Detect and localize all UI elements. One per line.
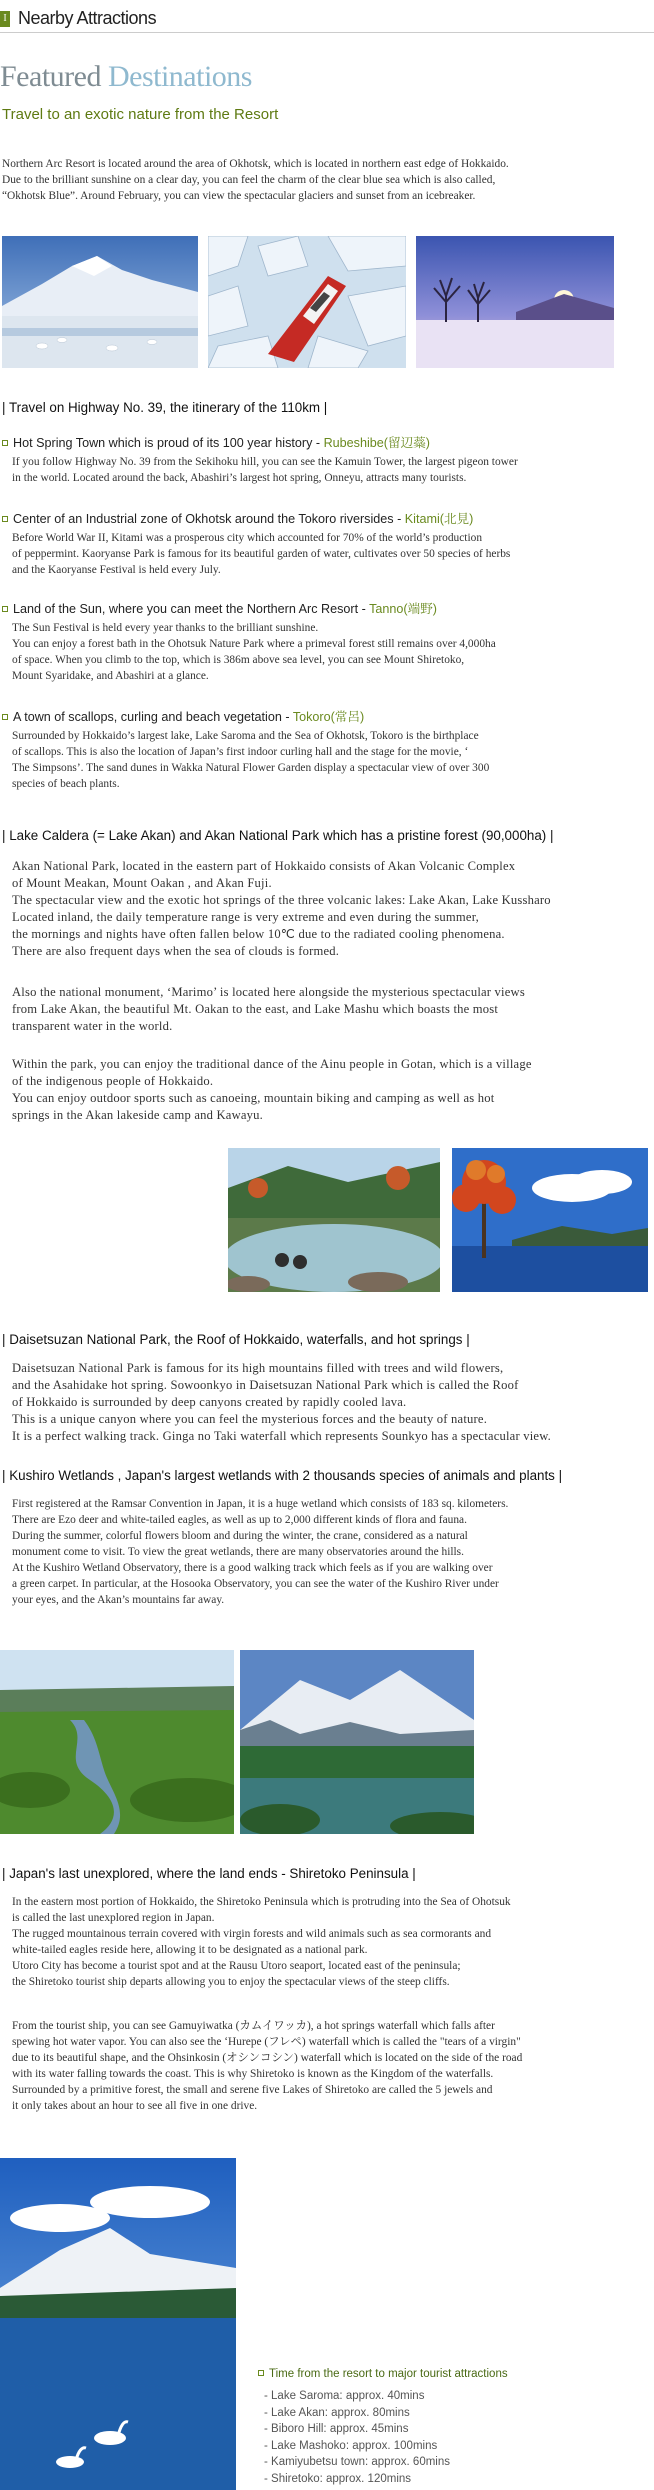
list-item: - Lake Saroma: approx. 40mins <box>264 2390 425 2402</box>
page-header <box>0 8 654 30</box>
bullet-square-icon <box>2 606 8 612</box>
akan-paragraph-1: Akan National Park, located in the eastern part of Hokkaido consists of Akan Volcanic Complex of Mount Meakan, Mount Oakan , and Akan Fuji. The spectacular view and the exotic hot springs of the three volcanic lakes: Lake Akan, Lake Kussharo Located inland, the daily temperature range is very extreme and even during the summer, the mornings and nights have often fallen below 10℃ due to the radiated cooling phenomena. There are also frequent days when the sea of clouds is formed. <box>12 859 551 958</box>
intro-text: Northern Arc Resort is located around the area of Okhotsk, which is located in northern east edge of Hokkaido. Due to the brilliant sunshine on a clear day, you can feel the charm of the clear blue sea which is also called, “Okhotsk Blue”. Around February, you can view the spectacular glaciers and sunset from an icebreaker. <box>2 158 509 202</box>
shiretoko-paragraph-2: From the tourist ship, you can see Gamuyiwatka (カムイワッカ), a hot springs waterfall which falls after spewing hot water vapor. You can also see the ‘Hurepe (フレペ) waterfall which is called the "tears of a virgin" due to its beautiful shape, and the Ohsinkosin (オシンコシン) waterfall which is located on the side of the road with its water falling towards the coast. This is why Shiretoko is known as the Kingdom of the waterfalls. Surrounded by a primitive forest, the small and serene five Lakes of Shiretoko are called the 5 jewels and it only takes about an hour to see all five in one drive. <box>12 2020 523 2112</box>
kushiro-section-heading: | Kushiro Wetlands , Japan's largest wetlands with 2 thousands species of animals and plants | <box>2 1468 563 1483</box>
featured-title <box>0 60 252 94</box>
photo-autumn-lake <box>452 1148 648 1292</box>
akan-paragraph-2: Also the national monument, ‘Marimo’ is located here alongside the mysterious spectacular views from Lake Akan, the beautiful Mt. Oakan to the east, and Lake Mashu which boasts the most transparent water in the world. <box>12 985 525 1033</box>
daisetsuzan-text: Daisetsuzan National Park is famous for its high mountains filled with trees and wild flowers, and the Asahidake hot spring. Sowoonkyo in Daisetsuzan National Park which is called the Roof of Hokkaido is surrounded by deep canyons created by rapidly cooled lava. This is a unique canyon where you can feel the mysterious forces and the beauty of nature. It is a perfect walking track. Ginga no Taki waterfall which represents Sounkyo has a spectacular view. <box>12 1361 552 1443</box>
bullet-square-icon <box>258 2370 264 2376</box>
stop-rubeshibe-heading: Hot Spring Town which is proud of its 100 year history - Rubeshibe(留辺蘂) <box>2 432 430 451</box>
stop-tanno-text: The Sun Festival is held every year thanks to the brilliant sunshine. You can enjoy a forest bath in the Ohotsuk Nature Park where a primeval forest still remains over 4,000ha of space. When you climb to the top, which is 386m above sea level, you can see Mount Shiretoko, Mount Syaridake, and Abashiri at a glance. <box>12 622 496 682</box>
header-divider <box>0 32 654 33</box>
daisetsuzan-section-heading: | Daisetsuzan National Park, the Roof of Hokkaido, waterfalls, and hot springs | <box>2 1332 470 1347</box>
photo-swans-lake <box>0 2158 236 2490</box>
header-marker: I <box>0 11 10 27</box>
photo-snowy-swans <box>2 236 198 368</box>
akan-section-heading: | Lake Caldera (= Lake Akan) and Akan National Park which has a pristine forest (90,000ha) | <box>2 828 554 843</box>
kushiro-text: First registered at the Ramsar Convention in Japan, it is a huge wetland which consists of 183 sq. kilometers. There are Ezo deer and white-tailed eagles, as well as up to 2,000 different kinds of flora and fauna. During the summer, colorful flowers bloom and during the winter, the crane, considered as a natural monument come to visit. To view the great wetlands, there are many observatories around the hills. At the Kushiro Wetland Observatory, there is a good walking track which feels as if you are walking over a green carpet. In particular, at the Hosooka Observatory, you can see the water of the Kushiro River under your eyes, and the Akan’s mountains far away. <box>12 1498 509 1606</box>
featured-word-2: Destinations <box>107 60 252 93</box>
page-title: Nearby Attractions <box>18 8 157 28</box>
stop-tokoro-text: Surrounded by Hokkaido’s largest lake, Lake Saroma and the Sea of Okhotsk, Tokoro is the birthplace of scallops. This is also the location of Japan’s first indoor curling hall and the stage for the movie, ‘ The Simpsons’. The sand dunes in Wakka Natural Flower Garden display a spectacular view of over 300 species of beach plants. <box>12 730 490 790</box>
list-item: - Biboro Hill: approx. 45mins <box>264 2423 409 2435</box>
bullet-square-icon <box>2 714 8 720</box>
stop-kitami-heading: Center of an Industrial zone of Okhotsk around the Tokoro riversides - Kitami(北見) <box>2 508 473 527</box>
bullet-square-icon <box>2 440 8 446</box>
list-item: - Lake Akan: approx. 80mins <box>264 2406 410 2419</box>
travel-times-list <box>258 2368 638 2487</box>
shiretoko-paragraph-1: In the eastern most portion of Hokkaido, the Shiretoko Peninsula which is protruding into the Sea of Ohotsuk is called the last unexplored region in Japan. The rugged mountainous terrain covered with virgin forests and wild animals such as sea cormorants and white-tailed eagles reside here, allowing it to be designated as a national park. Utoro City has become a tourist spot and at the Rausu Utoro seaport, located east of the peninsula; the Shiretoko tourist ship departs allowing you to enjoy the spectacular views of the steep cliffs. <box>12 1896 511 1988</box>
travel-times-title: Time from the resort to major tourist attractions <box>258 2368 638 2380</box>
photo-mountain-lake <box>240 1650 474 1834</box>
stop-rubeshibe-text: If you follow Highway No. 39 from the Sekihoku hill, you can see the Kamuin Tower, the largest pigeon tower in the world. Located around the back, Abashiri’s largest hot spring, Onneyu, attracts many tourists. <box>12 456 518 484</box>
akan-paragraph-3: Within the park, you can enjoy the traditional dance of the Ainu people in Gotan, which is a village of the indigenous people of Hokkaido. You can enjoy outdoor sports such as canoeing, mountain biking and camping as well as hot springs in the Akan lakeside camp and Kawayu. <box>12 1057 532 1122</box>
stop-tokoro-heading: A town of scallops, curling and beach vegetation - Tokoro(常呂) <box>2 706 364 725</box>
shiretoko-section-heading: | Japan's last unexplored, where the land ends - Shiretoko Peninsula | <box>2 1866 416 1881</box>
photo-wetlands <box>0 1650 234 1834</box>
photo-hot-spring <box>228 1148 440 1292</box>
stop-kitami-text: Before World War II, Kitami was a prosperous city which accounted for 70% of the world’s production of peppermint. Kaoryanse Park is famous for its beautiful garden of water, cultivates over 50 species of herbs and the Kaoryanse Festival is held every July. <box>12 532 511 576</box>
stop-tanno-heading: Land of the Sun, where you can meet the Northern Arc Resort - Tanno(端野) <box>2 598 437 617</box>
photo-icebreaker <box>208 236 406 368</box>
list-item: - Kamiyubetsu town: approx. 60mins <box>264 2456 451 2468</box>
highway-section-heading: | Travel on Highway No. 39, the itinerary of the 110km | <box>2 400 328 415</box>
featured-word-1: Featured <box>0 60 101 93</box>
list-item: - Shiretoko: approx. 120mins <box>264 2472 412 2485</box>
list-item: - Lake Mashoko: approx. 100mins <box>264 2439 438 2452</box>
bullet-square-icon <box>2 516 8 522</box>
featured-subtitle: Travel to an exotic nature from the Resort <box>2 106 279 123</box>
photo-trees-sunset <box>416 236 614 368</box>
